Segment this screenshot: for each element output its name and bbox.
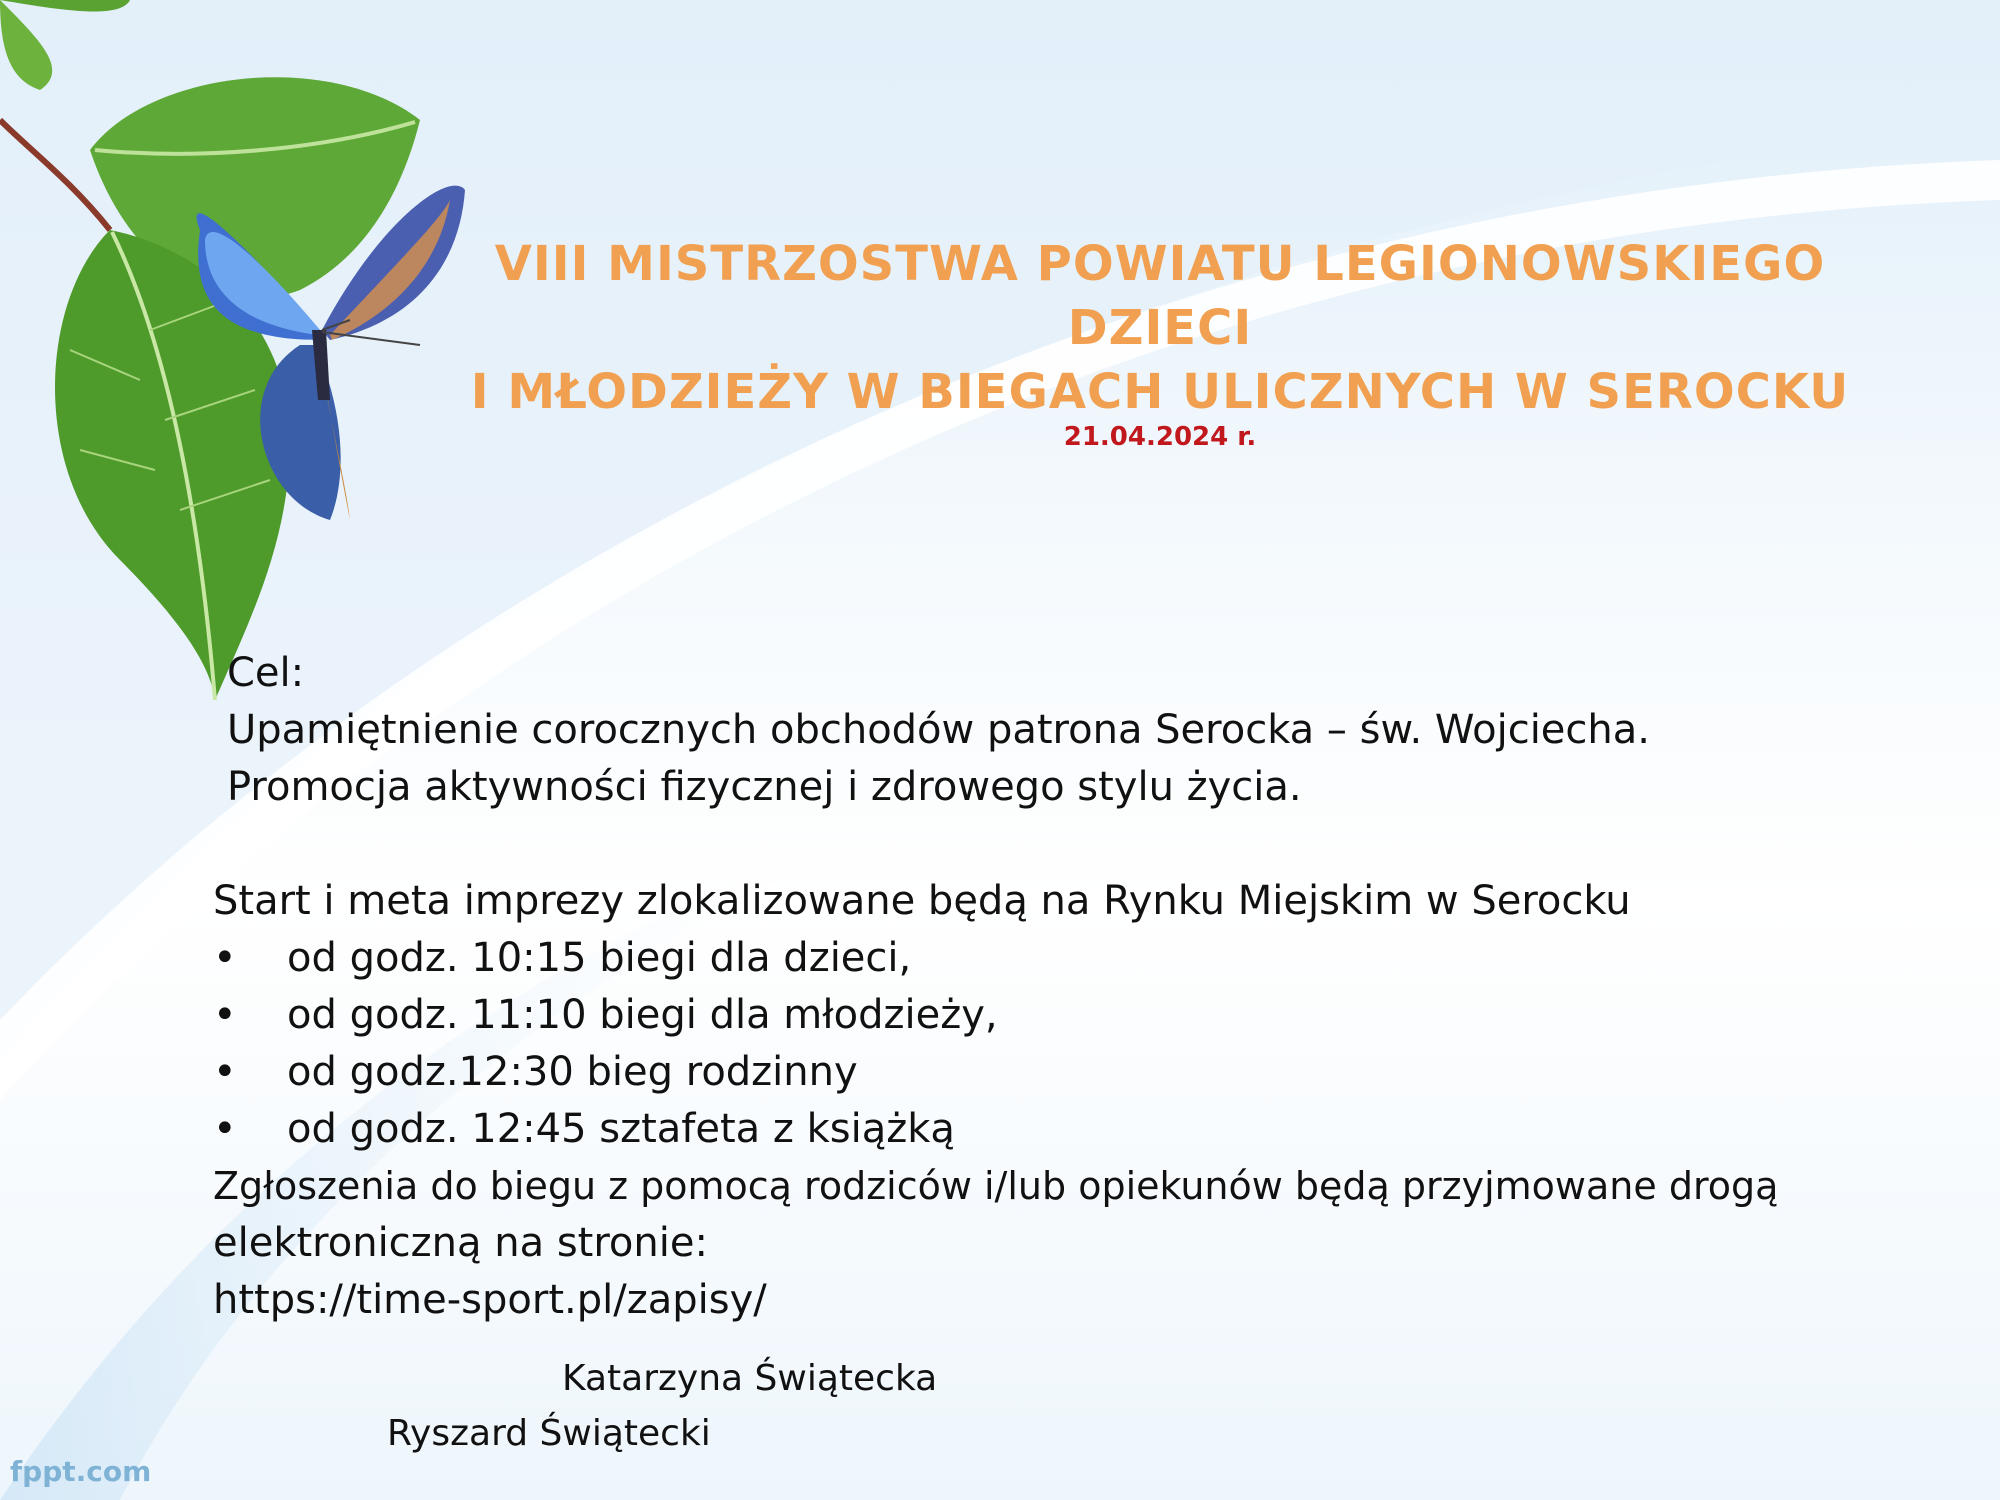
schedule-item-2: od godz. 11:10 biegi dla młodzieży,	[287, 992, 998, 1038]
schedule-item-4: od godz. 12:45 sztafeta z książką	[287, 1106, 955, 1152]
signature-2: Ryszard Świątecki	[387, 1413, 711, 1454]
goal-section	[227, 645, 1650, 816]
schedule-item-1: od godz. 10:15 biegi dla dzieci,	[287, 935, 912, 981]
goal-line-1: Upamiętnienie corocznych obchodów patrona Serocka – św. Wojciecha.	[227, 707, 1650, 753]
registration-line-1: Zgłoszenia do biegu z pomocą rodziców i/lub opiekunów będą przyjmowane drogą	[213, 1164, 1779, 1208]
bullet-icon: •	[213, 992, 237, 1038]
goal-label: Cel:	[227, 650, 305, 696]
list-item	[213, 1044, 1778, 1101]
event-date: 21.04.2024 r.	[1063, 422, 1257, 452]
registration-line-2: elektroniczną na stronie:	[213, 1220, 708, 1266]
list-item	[213, 987, 1778, 1044]
list-item	[213, 930, 1778, 987]
start-intro: Start i meta imprezy zlokalizowane będą na Rynku Miejskim w Serocku	[213, 878, 1631, 924]
bullet-icon: •	[213, 1106, 237, 1152]
title-line-1: VIII MISTRZOSTWA POWIATU LEGIONOWSKIEGO	[494, 236, 1826, 292]
bullet-icon: •	[213, 1049, 237, 1095]
signature-1: Katarzyna Świątecka	[562, 1358, 938, 1399]
title-line-3: I MŁODZIEŻY W BIEGACH ULICZNYCH W SEROCKU	[470, 364, 1850, 420]
leaf-icon	[0, 0, 420, 700]
event-title	[440, 232, 1880, 424]
list-item	[213, 1101, 1778, 1158]
start-section	[213, 873, 1778, 1329]
schedule-item-3: od godz.12:30 bieg rodzinny	[287, 1049, 858, 1095]
title-line-2: DZIECI	[1067, 300, 1253, 356]
bullet-icon: •	[213, 935, 237, 981]
watermark: fppt.com	[10, 1455, 152, 1488]
registration-url[interactable]: https://time-sport.pl/zapisy/	[213, 1277, 767, 1323]
goal-line-2: Promocja aktywności fizycznej i zdrowego stylu życia.	[227, 764, 1302, 810]
